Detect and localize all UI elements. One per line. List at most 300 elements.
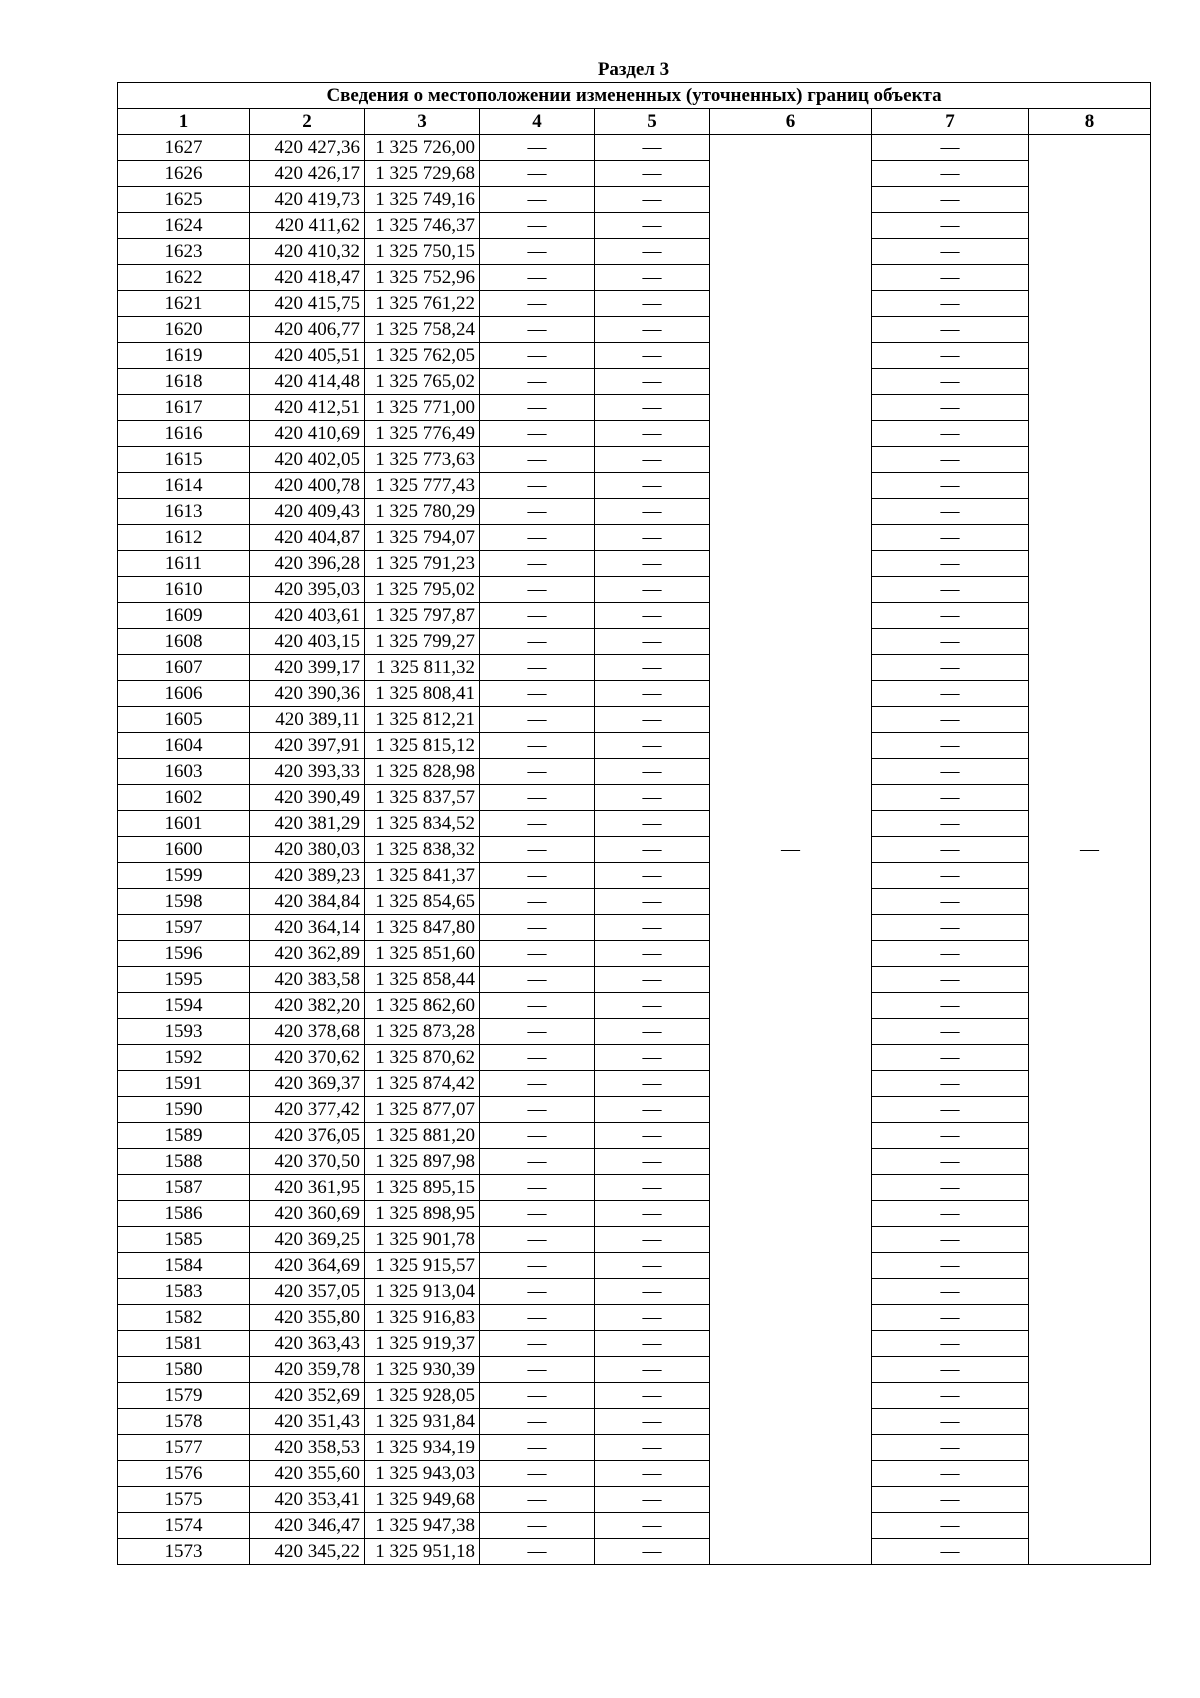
col7-cell: — bbox=[872, 395, 1029, 421]
col4-cell: — bbox=[480, 551, 595, 577]
col5-cell: — bbox=[595, 629, 710, 655]
col8-merged-cell: — bbox=[1029, 135, 1151, 1565]
col4-cell: — bbox=[480, 187, 595, 213]
point-number-cell: 1581 bbox=[118, 1331, 250, 1357]
col4-cell: — bbox=[480, 863, 595, 889]
x-coordinate-cell: 420 369,37 bbox=[250, 1071, 365, 1097]
table-row bbox=[118, 993, 1151, 1019]
col7-cell: — bbox=[872, 629, 1029, 655]
table-row bbox=[118, 1487, 1151, 1513]
col7-cell: — bbox=[872, 1357, 1029, 1383]
y-coordinate-cell: 1 325 752,96 bbox=[365, 265, 480, 291]
x-coordinate-cell: 420 427,36 bbox=[250, 135, 365, 161]
point-number-cell: 1598 bbox=[118, 889, 250, 915]
y-coordinate-cell: 1 325 812,21 bbox=[365, 707, 480, 733]
y-coordinate-cell: 1 325 895,15 bbox=[365, 1175, 480, 1201]
table-row bbox=[118, 837, 1151, 863]
col4-cell: — bbox=[480, 1071, 595, 1097]
col7-cell: — bbox=[872, 1461, 1029, 1487]
column-header: 6 bbox=[710, 109, 872, 135]
col4-cell: — bbox=[480, 499, 595, 525]
col7-cell: — bbox=[872, 577, 1029, 603]
point-number-cell: 1577 bbox=[118, 1435, 250, 1461]
point-number-cell: 1575 bbox=[118, 1487, 250, 1513]
x-coordinate-cell: 420 412,51 bbox=[250, 395, 365, 421]
col7-cell: — bbox=[872, 213, 1029, 239]
y-coordinate-cell: 1 325 931,84 bbox=[365, 1409, 480, 1435]
table-row bbox=[118, 291, 1151, 317]
y-coordinate-cell: 1 325 729,68 bbox=[365, 161, 480, 187]
table-row bbox=[118, 1383, 1151, 1409]
col7-cell: — bbox=[872, 863, 1029, 889]
col5-cell: — bbox=[595, 1539, 710, 1565]
col7-cell: — bbox=[872, 1149, 1029, 1175]
col7-cell: — bbox=[872, 1019, 1029, 1045]
x-coordinate-cell: 420 352,69 bbox=[250, 1383, 365, 1409]
point-number-cell: 1624 bbox=[118, 213, 250, 239]
x-coordinate-cell: 420 345,22 bbox=[250, 1539, 365, 1565]
col4-cell: — bbox=[480, 1097, 595, 1123]
col4-cell: — bbox=[480, 525, 595, 551]
col5-cell: — bbox=[595, 1305, 710, 1331]
col5-cell: — bbox=[595, 551, 710, 577]
column-header: 4 bbox=[480, 109, 595, 135]
col7-cell: — bbox=[872, 447, 1029, 473]
col4-cell: — bbox=[480, 603, 595, 629]
point-number-cell: 1611 bbox=[118, 551, 250, 577]
y-coordinate-cell: 1 325 780,29 bbox=[365, 499, 480, 525]
y-coordinate-cell: 1 325 838,32 bbox=[365, 837, 480, 863]
col5-cell: — bbox=[595, 161, 710, 187]
table-row bbox=[118, 213, 1151, 239]
col4-cell: — bbox=[480, 1279, 595, 1305]
x-coordinate-cell: 420 390,36 bbox=[250, 681, 365, 707]
x-coordinate-cell: 420 400,78 bbox=[250, 473, 365, 499]
x-coordinate-cell: 420 410,69 bbox=[250, 421, 365, 447]
table-row bbox=[118, 1253, 1151, 1279]
col5-cell: — bbox=[595, 1409, 710, 1435]
table-row bbox=[118, 421, 1151, 447]
x-coordinate-cell: 420 357,05 bbox=[250, 1279, 365, 1305]
col7-cell: — bbox=[872, 1071, 1029, 1097]
col5-cell: — bbox=[595, 681, 710, 707]
col7-cell: — bbox=[872, 733, 1029, 759]
col5-cell: — bbox=[595, 239, 710, 265]
table-row bbox=[118, 1435, 1151, 1461]
col4-cell: — bbox=[480, 239, 595, 265]
col5-cell: — bbox=[595, 785, 710, 811]
x-coordinate-cell: 420 370,50 bbox=[250, 1149, 365, 1175]
table-row bbox=[118, 629, 1151, 655]
x-coordinate-cell: 420 403,61 bbox=[250, 603, 365, 629]
point-number-cell: 1589 bbox=[118, 1123, 250, 1149]
col5-cell: — bbox=[595, 1435, 710, 1461]
table-row bbox=[118, 317, 1151, 343]
col5-cell: — bbox=[595, 187, 710, 213]
col5-cell: — bbox=[595, 1045, 710, 1071]
x-coordinate-cell: 420 353,41 bbox=[250, 1487, 365, 1513]
col7-cell: — bbox=[872, 473, 1029, 499]
col5-cell: — bbox=[595, 941, 710, 967]
point-number-cell: 1622 bbox=[118, 265, 250, 291]
col7-cell: — bbox=[872, 811, 1029, 837]
y-coordinate-cell: 1 325 761,22 bbox=[365, 291, 480, 317]
col7-cell: — bbox=[872, 421, 1029, 447]
col7-cell: — bbox=[872, 239, 1029, 265]
col4-cell: — bbox=[480, 837, 595, 863]
point-number-cell: 1590 bbox=[118, 1097, 250, 1123]
table-title: Сведения о местоположении измененных (уточненных) границ объекта bbox=[118, 83, 1151, 109]
y-coordinate-cell: 1 325 750,15 bbox=[365, 239, 480, 265]
table-row bbox=[118, 1045, 1151, 1071]
x-coordinate-cell: 420 426,17 bbox=[250, 161, 365, 187]
y-coordinate-cell: 1 325 726,00 bbox=[365, 135, 480, 161]
col5-cell: — bbox=[595, 733, 710, 759]
col5-cell: — bbox=[595, 1461, 710, 1487]
point-number-cell: 1617 bbox=[118, 395, 250, 421]
y-coordinate-cell: 1 325 746,37 bbox=[365, 213, 480, 239]
x-coordinate-cell: 420 410,32 bbox=[250, 239, 365, 265]
col5-cell: — bbox=[595, 395, 710, 421]
table-row bbox=[118, 681, 1151, 707]
col5-cell: — bbox=[595, 1331, 710, 1357]
col4-cell: — bbox=[480, 1227, 595, 1253]
col7-cell: — bbox=[872, 369, 1029, 395]
y-coordinate-cell: 1 325 841,37 bbox=[365, 863, 480, 889]
col4-cell: — bbox=[480, 1305, 595, 1331]
x-coordinate-cell: 420 403,15 bbox=[250, 629, 365, 655]
point-number-cell: 1625 bbox=[118, 187, 250, 213]
col5-cell: — bbox=[595, 213, 710, 239]
x-coordinate-cell: 420 364,14 bbox=[250, 915, 365, 941]
col5-cell: — bbox=[595, 525, 710, 551]
column-header: 5 bbox=[595, 109, 710, 135]
point-number-cell: 1599 bbox=[118, 863, 250, 889]
point-number-cell: 1620 bbox=[118, 317, 250, 343]
col5-cell: — bbox=[595, 889, 710, 915]
x-coordinate-cell: 420 405,51 bbox=[250, 343, 365, 369]
table-row bbox=[118, 1461, 1151, 1487]
x-coordinate-cell: 420 390,49 bbox=[250, 785, 365, 811]
table-row bbox=[118, 603, 1151, 629]
col7-cell: — bbox=[872, 551, 1029, 577]
table-row bbox=[118, 1071, 1151, 1097]
col4-cell: — bbox=[480, 915, 595, 941]
point-number-cell: 1605 bbox=[118, 707, 250, 733]
x-coordinate-cell: 420 377,42 bbox=[250, 1097, 365, 1123]
x-coordinate-cell: 420 395,03 bbox=[250, 577, 365, 603]
y-coordinate-cell: 1 325 847,80 bbox=[365, 915, 480, 941]
x-coordinate-cell: 420 383,58 bbox=[250, 967, 365, 993]
point-number-cell: 1609 bbox=[118, 603, 250, 629]
col4-cell: — bbox=[480, 1539, 595, 1565]
table-row bbox=[118, 525, 1151, 551]
point-number-cell: 1618 bbox=[118, 369, 250, 395]
y-coordinate-cell: 1 325 799,27 bbox=[365, 629, 480, 655]
table-row bbox=[118, 161, 1151, 187]
col4-cell: — bbox=[480, 395, 595, 421]
point-number-cell: 1626 bbox=[118, 161, 250, 187]
point-number-cell: 1613 bbox=[118, 499, 250, 525]
point-number-cell: 1619 bbox=[118, 343, 250, 369]
col5-cell: — bbox=[595, 1513, 710, 1539]
y-coordinate-cell: 1 325 794,07 bbox=[365, 525, 480, 551]
point-number-cell: 1612 bbox=[118, 525, 250, 551]
x-coordinate-cell: 420 369,25 bbox=[250, 1227, 365, 1253]
y-coordinate-cell: 1 325 765,02 bbox=[365, 369, 480, 395]
x-coordinate-cell: 420 378,68 bbox=[250, 1019, 365, 1045]
x-coordinate-cell: 420 399,17 bbox=[250, 655, 365, 681]
x-coordinate-cell: 420 397,91 bbox=[250, 733, 365, 759]
col7-cell: — bbox=[872, 655, 1029, 681]
col4-cell: — bbox=[480, 655, 595, 681]
point-number-cell: 1600 bbox=[118, 837, 250, 863]
y-coordinate-cell: 1 325 873,28 bbox=[365, 1019, 480, 1045]
y-coordinate-cell: 1 325 762,05 bbox=[365, 343, 480, 369]
table-row bbox=[118, 1331, 1151, 1357]
point-number-cell: 1615 bbox=[118, 447, 250, 473]
table-body bbox=[118, 135, 1151, 1565]
y-coordinate-cell: 1 325 897,98 bbox=[365, 1149, 480, 1175]
y-coordinate-cell: 1 325 795,02 bbox=[365, 577, 480, 603]
point-number-cell: 1580 bbox=[118, 1357, 250, 1383]
col7-cell: — bbox=[872, 993, 1029, 1019]
table-row bbox=[118, 1357, 1151, 1383]
col4-cell: — bbox=[480, 1175, 595, 1201]
point-number-cell: 1587 bbox=[118, 1175, 250, 1201]
x-coordinate-cell: 420 360,69 bbox=[250, 1201, 365, 1227]
col7-cell: — bbox=[872, 759, 1029, 785]
y-coordinate-cell: 1 325 834,52 bbox=[365, 811, 480, 837]
point-number-cell: 1621 bbox=[118, 291, 250, 317]
table-row bbox=[118, 941, 1151, 967]
col4-cell: — bbox=[480, 447, 595, 473]
col5-cell: — bbox=[595, 863, 710, 889]
table-row bbox=[118, 1279, 1151, 1305]
x-coordinate-cell: 420 389,23 bbox=[250, 863, 365, 889]
y-coordinate-cell: 1 325 808,41 bbox=[365, 681, 480, 707]
x-coordinate-cell: 420 364,69 bbox=[250, 1253, 365, 1279]
col5-cell: — bbox=[595, 993, 710, 1019]
y-coordinate-cell: 1 325 901,78 bbox=[365, 1227, 480, 1253]
y-coordinate-cell: 1 325 881,20 bbox=[365, 1123, 480, 1149]
col4-cell: — bbox=[480, 941, 595, 967]
y-coordinate-cell: 1 325 791,23 bbox=[365, 551, 480, 577]
col5-cell: — bbox=[595, 317, 710, 343]
col7-cell: — bbox=[872, 1383, 1029, 1409]
table-row bbox=[118, 551, 1151, 577]
col7-cell: — bbox=[872, 837, 1029, 863]
point-number-cell: 1601 bbox=[118, 811, 250, 837]
y-coordinate-cell: 1 325 758,24 bbox=[365, 317, 480, 343]
table-row bbox=[118, 1513, 1151, 1539]
col5-cell: — bbox=[595, 577, 710, 603]
col7-cell: — bbox=[872, 1487, 1029, 1513]
table-row bbox=[118, 785, 1151, 811]
y-coordinate-cell: 1 325 949,68 bbox=[365, 1487, 480, 1513]
col4-cell: — bbox=[480, 1409, 595, 1435]
col4-cell: — bbox=[480, 1253, 595, 1279]
col5-cell: — bbox=[595, 1357, 710, 1383]
column-header: 8 bbox=[1029, 109, 1151, 135]
y-coordinate-cell: 1 325 947,38 bbox=[365, 1513, 480, 1539]
x-coordinate-cell: 420 414,48 bbox=[250, 369, 365, 395]
col4-cell: — bbox=[480, 1045, 595, 1071]
col7-cell: — bbox=[872, 161, 1029, 187]
col5-cell: — bbox=[595, 655, 710, 681]
table-row bbox=[118, 239, 1151, 265]
col7-cell: — bbox=[872, 681, 1029, 707]
col4-cell: — bbox=[480, 577, 595, 603]
y-coordinate-cell: 1 325 828,98 bbox=[365, 759, 480, 785]
col7-cell: — bbox=[872, 889, 1029, 915]
table-row bbox=[118, 1201, 1151, 1227]
y-coordinate-cell: 1 325 870,62 bbox=[365, 1045, 480, 1071]
table-row bbox=[118, 967, 1151, 993]
col4-cell: — bbox=[480, 629, 595, 655]
col4-cell: — bbox=[480, 1383, 595, 1409]
col5-cell: — bbox=[595, 603, 710, 629]
table-row bbox=[118, 1097, 1151, 1123]
table-row bbox=[118, 135, 1151, 161]
col5-cell: — bbox=[595, 421, 710, 447]
point-number-cell: 1593 bbox=[118, 1019, 250, 1045]
x-coordinate-cell: 420 419,73 bbox=[250, 187, 365, 213]
x-coordinate-cell: 420 393,33 bbox=[250, 759, 365, 785]
col7-cell: — bbox=[872, 1175, 1029, 1201]
y-coordinate-cell: 1 325 915,57 bbox=[365, 1253, 480, 1279]
col5-cell: — bbox=[595, 369, 710, 395]
table-row bbox=[118, 1149, 1151, 1175]
point-number-cell: 1595 bbox=[118, 967, 250, 993]
col7-cell: — bbox=[872, 1539, 1029, 1565]
col5-cell: — bbox=[595, 1227, 710, 1253]
col4-cell: — bbox=[480, 1487, 595, 1513]
y-coordinate-cell: 1 325 943,03 bbox=[365, 1461, 480, 1487]
col5-cell: — bbox=[595, 447, 710, 473]
point-number-cell: 1608 bbox=[118, 629, 250, 655]
col4-cell: — bbox=[480, 213, 595, 239]
table-row bbox=[118, 1123, 1151, 1149]
x-coordinate-cell: 420 380,03 bbox=[250, 837, 365, 863]
x-coordinate-cell: 420 384,84 bbox=[250, 889, 365, 915]
point-number-cell: 1586 bbox=[118, 1201, 250, 1227]
y-coordinate-cell: 1 325 776,49 bbox=[365, 421, 480, 447]
point-number-cell: 1606 bbox=[118, 681, 250, 707]
y-coordinate-cell: 1 325 837,57 bbox=[365, 785, 480, 811]
col5-cell: — bbox=[595, 1097, 710, 1123]
point-number-cell: 1607 bbox=[118, 655, 250, 681]
x-coordinate-cell: 420 361,95 bbox=[250, 1175, 365, 1201]
point-number-cell: 1579 bbox=[118, 1383, 250, 1409]
point-number-cell: 1594 bbox=[118, 993, 250, 1019]
col7-cell: — bbox=[872, 343, 1029, 369]
point-number-cell: 1604 bbox=[118, 733, 250, 759]
col4-cell: — bbox=[480, 317, 595, 343]
col4-cell: — bbox=[480, 785, 595, 811]
table-row bbox=[118, 1305, 1151, 1331]
col7-cell: — bbox=[872, 1305, 1029, 1331]
col7-cell: — bbox=[872, 1201, 1029, 1227]
table-row bbox=[118, 577, 1151, 603]
col7-cell: — bbox=[872, 187, 1029, 213]
col4-cell: — bbox=[480, 1019, 595, 1045]
table-row bbox=[118, 915, 1151, 941]
y-coordinate-cell: 1 325 877,07 bbox=[365, 1097, 480, 1123]
y-coordinate-cell: 1 325 854,65 bbox=[365, 889, 480, 915]
x-coordinate-cell: 420 411,62 bbox=[250, 213, 365, 239]
y-coordinate-cell: 1 325 749,16 bbox=[365, 187, 480, 213]
point-number-cell: 1602 bbox=[118, 785, 250, 811]
col7-cell: — bbox=[872, 915, 1029, 941]
table-row bbox=[118, 1227, 1151, 1253]
table-row bbox=[118, 1175, 1151, 1201]
col7-cell: — bbox=[872, 499, 1029, 525]
col4-cell: — bbox=[480, 421, 595, 447]
col4-cell: — bbox=[480, 733, 595, 759]
table-row bbox=[118, 655, 1151, 681]
col5-cell: — bbox=[595, 915, 710, 941]
y-coordinate-cell: 1 325 797,87 bbox=[365, 603, 480, 629]
column-header: 2 bbox=[250, 109, 365, 135]
x-coordinate-cell: 420 362,89 bbox=[250, 941, 365, 967]
col5-cell: — bbox=[595, 135, 710, 161]
col5-cell: — bbox=[595, 759, 710, 785]
col5-cell: — bbox=[595, 499, 710, 525]
y-coordinate-cell: 1 325 898,95 bbox=[365, 1201, 480, 1227]
column-header: 7 bbox=[872, 109, 1029, 135]
point-number-cell: 1610 bbox=[118, 577, 250, 603]
point-number-cell: 1614 bbox=[118, 473, 250, 499]
point-number-cell: 1584 bbox=[118, 1253, 250, 1279]
col4-cell: — bbox=[480, 707, 595, 733]
col4-cell: — bbox=[480, 265, 595, 291]
table-row bbox=[118, 1539, 1151, 1565]
col7-cell: — bbox=[872, 1045, 1029, 1071]
col4-cell: — bbox=[480, 759, 595, 785]
col5-cell: — bbox=[595, 1123, 710, 1149]
col5-cell: — bbox=[595, 343, 710, 369]
y-coordinate-cell: 1 325 858,44 bbox=[365, 967, 480, 993]
x-coordinate-cell: 420 363,43 bbox=[250, 1331, 365, 1357]
col4-cell: — bbox=[480, 1435, 595, 1461]
col4-cell: — bbox=[480, 473, 595, 499]
col5-cell: — bbox=[595, 1253, 710, 1279]
col4-cell: — bbox=[480, 369, 595, 395]
col4-cell: — bbox=[480, 967, 595, 993]
table-row bbox=[118, 1409, 1151, 1435]
col5-cell: — bbox=[595, 837, 710, 863]
x-coordinate-cell: 420 355,60 bbox=[250, 1461, 365, 1487]
col5-cell: — bbox=[595, 707, 710, 733]
col4-cell: — bbox=[480, 681, 595, 707]
table-row bbox=[118, 863, 1151, 889]
y-coordinate-cell: 1 325 771,00 bbox=[365, 395, 480, 421]
table-row bbox=[118, 187, 1151, 213]
x-coordinate-cell: 420 404,87 bbox=[250, 525, 365, 551]
point-number-cell: 1627 bbox=[118, 135, 250, 161]
x-coordinate-cell: 420 406,77 bbox=[250, 317, 365, 343]
point-number-cell: 1597 bbox=[118, 915, 250, 941]
col7-cell: — bbox=[872, 291, 1029, 317]
table-row bbox=[118, 343, 1151, 369]
col5-cell: — bbox=[595, 811, 710, 837]
col7-cell: — bbox=[872, 1227, 1029, 1253]
col7-cell: — bbox=[872, 1331, 1029, 1357]
point-number-cell: 1582 bbox=[118, 1305, 250, 1331]
col4-cell: — bbox=[480, 1357, 595, 1383]
x-coordinate-cell: 420 359,78 bbox=[250, 1357, 365, 1383]
